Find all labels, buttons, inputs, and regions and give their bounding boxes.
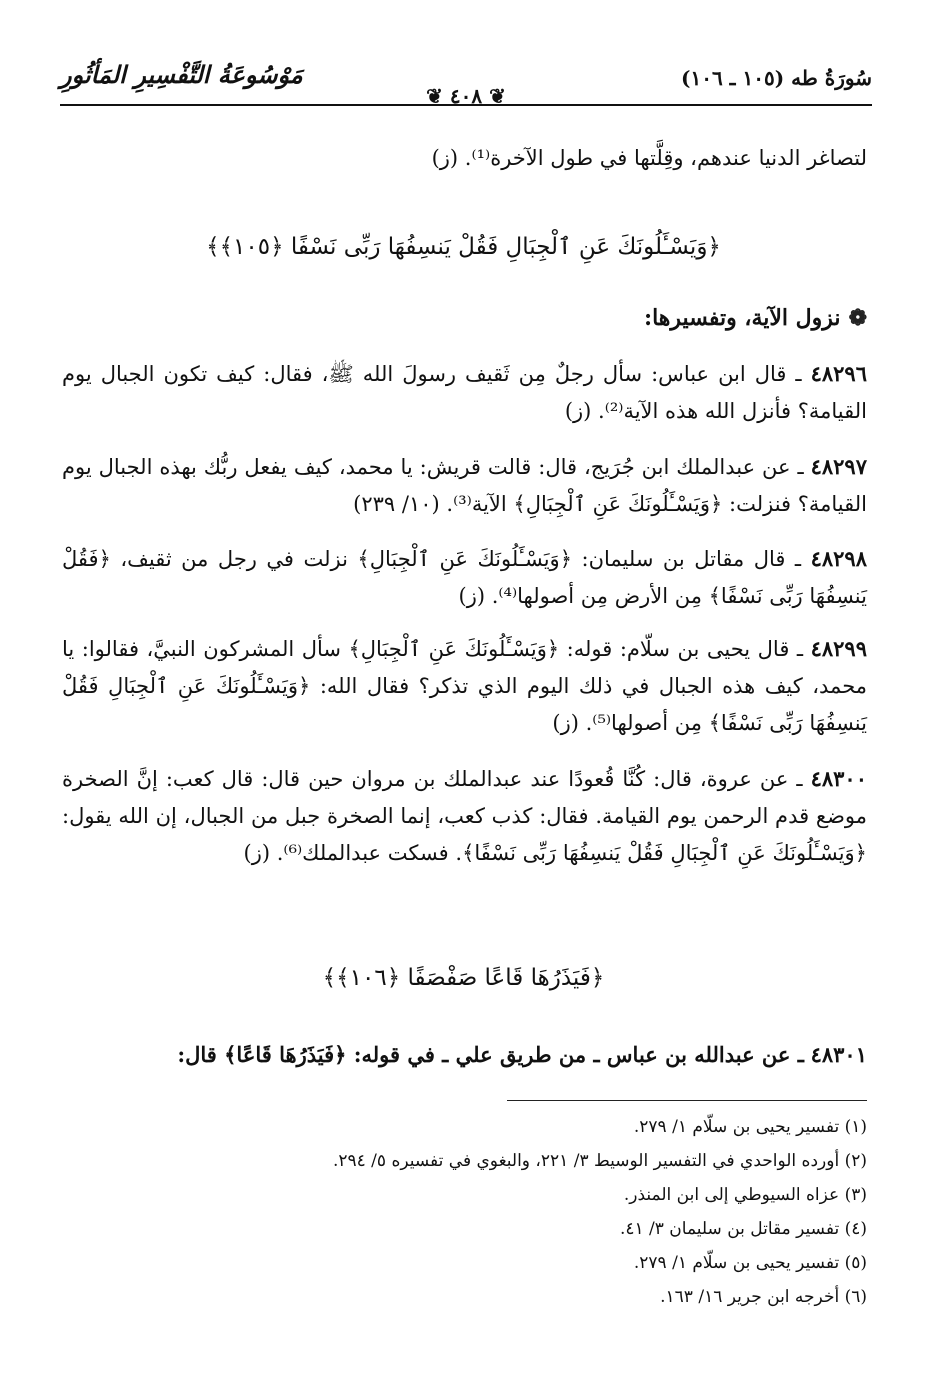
entry-text: ـ قال ابن عباس: سأل رجلٌ مِن ثَقيف رسولَ الله ﷺ، فقال: كيف تكون الجبال يوم القيامة؟ فأنزل الله هذه الآية⁽²⁾. (ز) (62, 362, 867, 423)
entry-number: ٤٨٣٠٠ (810, 766, 867, 791)
page-number: ❦ ٤٠٨ ❦ (426, 84, 506, 108)
continuation-text: لتصاغر الدنيا عندهم، وقِلَّتها في طول الآخرة⁽¹⁾. (ز) (431, 146, 867, 170)
entry-48297 (62, 448, 867, 523)
section-heading (644, 305, 867, 331)
entry-48299 (62, 630, 867, 742)
footnote-2: (٢) أورده الواحدي في التفسير الوسيط ٣/ ٢٢١، والبغوي في تفسيره ٥/ ٢٩٤. (332, 1151, 867, 1171)
entry-number: ٤٨٢٩٧ (810, 454, 867, 479)
entry-48300 (62, 760, 867, 872)
footnote-4: (٤) تفسير مقاتل بن سليمان ٣/ ٤١. (619, 1219, 867, 1239)
entry-48296 (62, 355, 867, 430)
entry-48301 (62, 1036, 867, 1074)
book-title: مَوْسُوعَةُ التَّفْسِيرِ المَأثُورِ (60, 60, 303, 89)
entry-number: ٤٨٣٠١ (810, 1042, 867, 1067)
entry-text: ـ عن عبدالملك ابن جُرَيج، قال: قالت قريش: يا محمد، كيف يفعل ربُّك بهذه الجبال يوم القيامة؟ فنزلت: ﴿وَيَسْـَٔلُونَكَ عَنِ ٱلْجِبَالِ﴾ الآية⁽³⁾. (١٠/ ٢٣٩) (62, 455, 867, 516)
header-rule (60, 104, 872, 106)
entry-number: ٤٨٢٩٨ (810, 546, 867, 571)
section-heading-text: نزول الآية، وتفسيرها: (643, 305, 841, 331)
entry-text: ـ عن عروة، قال: كُنَّا قُعودًا عند عبدالملك بن مروان حين قال: قال كعب: إنَّ الصخرة موضع قدم الرحمن يوم القيامة. فقال: كذب كعب، إنما الصخرة جبل من الجبال، إن الله يقول: ﴿وَيَسْـَٔلُونَكَ عَنِ ٱلْجِبَالِ فَقُلْ يَنسِفُهَا رَبِّى نَسْفًا﴾. فسكت عبدالملك⁽⁶⁾. (ز) (62, 767, 867, 865)
footnote-1: (١) تفسير يحيى بن سلّام ١/ ٢٧٩. (633, 1117, 867, 1137)
entry-48298 (62, 540, 867, 615)
entry-number: ٤٨٢٩٦ (810, 361, 867, 386)
footnotes (60, 1110, 867, 1314)
footnote-6: (٦) أخرجه ابن جرير ١٦/ ١٦٣. (660, 1287, 867, 1307)
flower-icon: ❁ (848, 305, 867, 331)
entry-number: ٤٨٢٩٩ (810, 636, 867, 661)
ayah-106: ﴿فَيَذَرُهَا قَاعًا صَفْصَفًا ﴿١٠٦﴾﴾ (322, 965, 605, 991)
footnote-separator (507, 1100, 867, 1101)
entry-text: ـ قال مقاتل بن سليمان: ﴿وَيَسْـَٔلُونَكَ عَنِ ٱلْجِبَالِ﴾ نزلت في رجل من ثقيف، ﴿فَقُلْ يَنسِفُهَا رَبِّى نَسْفًا﴾ مِن الأرض مِن أصولها⁽⁴⁾. (ز) (62, 547, 867, 608)
entry-text: ـ قال يحيى بن سلّام: قوله: ﴿وَيَسْـَٔلُونَكَ عَنِ ٱلْجِبَالِ﴾ سأل المشركون النبيَّ، فقالوا: يا محمد، كيف هذه الجبال في ذلك اليوم الذي تذكر؟ فقال الله: ﴿وَيَسْـَٔلُونَكَ عَنِ ٱلْجِبَالِ فَقُلْ يَنسِفُهَا رَبِّى نَسْفًا﴾ مِن أصولها⁽⁵⁾. (ز) (62, 637, 867, 735)
footnote-5: (٥) تفسير يحيى بن سلّام ١/ ٢٧٩. (633, 1253, 867, 1273)
ayah-105: ﴿وَيَسْـَٔلُونَكَ عَنِ ٱلْجِبَالِ فَقُلْ يَنسِفُهَا رَبِّى نَسْفًا ﴿١٠٥﴾﴾ (206, 234, 721, 260)
page-header (60, 62, 872, 106)
surah-reference: سُورَةُ طه (١٠٥ ـ ١٠٦) (681, 66, 872, 90)
entry-text: ـ عن عبدالله بن عباس ـ من طريق علي ـ في قوله: ﴿فَيَذَرُهَا قَاعًا﴾ قال: (177, 1042, 804, 1067)
footnote-3: (٣) عزاه السيوطي إلى ابن المنذر. (623, 1185, 867, 1205)
